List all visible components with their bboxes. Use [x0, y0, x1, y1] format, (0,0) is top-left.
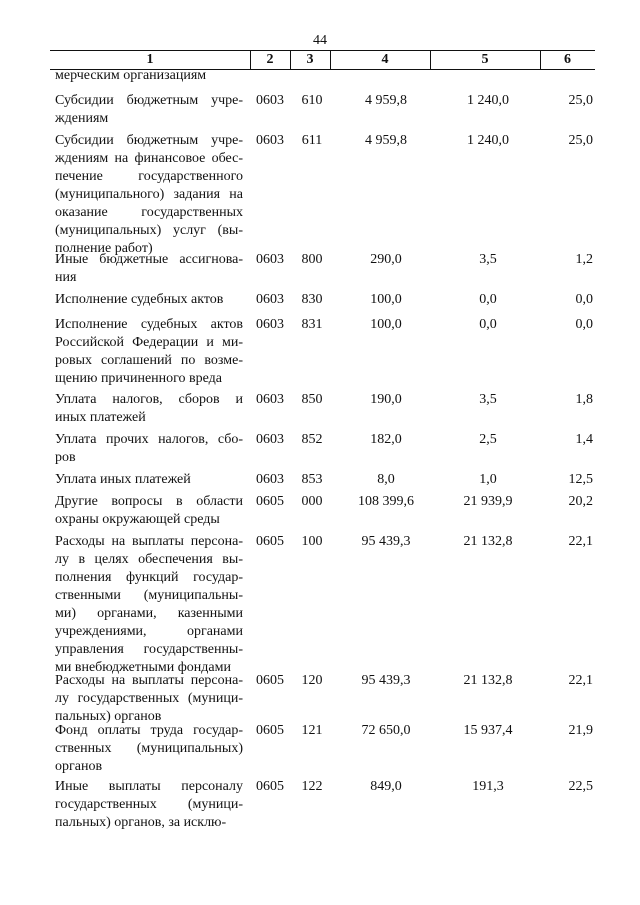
execution-percent: 1,2 — [575, 252, 593, 267]
executed-amount: 1 240,0 — [467, 133, 509, 148]
section-code: 0605 — [256, 723, 284, 738]
executed-amount: 2,5 — [479, 432, 497, 447]
expense-type-code: 850 — [301, 392, 323, 407]
header-col-3: 3 — [306, 52, 314, 67]
expense-type-code: 853 — [301, 472, 323, 487]
row-name: Уплата иных платежей — [55, 472, 191, 487]
expense-type-code: 800 — [301, 252, 323, 267]
row-name: Расходы на выплаты персона- лу в целях обеспечения вы- полнения функций государ- ственными (муниципальны- ми) органами, казенными учреждениями, органами управления государственны- ми внебюджетными фондами — [55, 534, 243, 675]
page-number: 44 — [313, 33, 327, 48]
plan-amount: 108 399,6 — [358, 494, 414, 509]
header-divider — [330, 51, 331, 69]
header-divider — [430, 51, 431, 69]
row-name: Иные выплаты персоналу государственных (муници- пальных) органов, за исклю- — [55, 779, 243, 830]
header-col-1: 1 — [146, 52, 154, 67]
section-code: 0603 — [256, 317, 284, 332]
row-name: Исполнение судебных актов Российской Федерации и ми- ровых соглашений по возме- щению причиненного вреда — [55, 317, 243, 386]
row-name: Субсидии бюджетным учре- ждениям — [55, 93, 243, 126]
plan-amount: 100,0 — [370, 292, 402, 307]
plan-amount: 4 959,8 — [365, 133, 407, 148]
row-name: Субсидии бюджетным учре- ждениям на финансовое обес- печение государственного (муниципального) задания на оказание государственных (муниципальных) услуг (вы- полнение работ) — [55, 133, 243, 256]
expense-type-code: 831 — [301, 317, 323, 332]
header-col-6: 6 — [564, 52, 571, 67]
executed-amount: 21 939,9 — [463, 494, 513, 509]
section-code: 0603 — [256, 472, 284, 487]
execution-percent: 21,9 — [568, 723, 593, 738]
section-code: 0603 — [256, 252, 284, 267]
plan-amount: 182,0 — [370, 432, 402, 447]
header-divider — [540, 51, 541, 69]
row-name: Уплата налогов, сборов и иных платежей — [55, 392, 243, 425]
plan-amount: 8,0 — [377, 472, 395, 487]
header-divider — [290, 51, 291, 69]
plan-amount: 290,0 — [370, 252, 402, 267]
section-code: 0603 — [256, 432, 284, 447]
execution-percent: 0,0 — [575, 317, 593, 332]
expense-type-code: 100 — [301, 534, 323, 549]
plan-amount: 95 439,3 — [361, 534, 411, 549]
section-code: 0603 — [256, 133, 284, 148]
expense-type-code: 122 — [301, 779, 323, 794]
execution-percent: 20,2 — [568, 494, 593, 509]
executed-amount: 1,0 — [479, 472, 497, 487]
executed-amount: 21 132,8 — [463, 673, 513, 688]
section-code: 0603 — [256, 292, 284, 307]
plan-amount: 849,0 — [370, 779, 402, 794]
executed-amount: 0,0 — [479, 292, 497, 307]
execution-percent: 0,0 — [575, 292, 593, 307]
executed-amount: 3,5 — [479, 392, 497, 407]
plan-amount: 100,0 — [370, 317, 402, 332]
header-divider — [250, 51, 251, 69]
execution-percent: 12,5 — [568, 472, 593, 487]
row-name: Иные бюджетные ассигнова- ния — [55, 252, 243, 285]
expense-type-code: 121 — [301, 723, 323, 738]
row-name: Фонд оплаты труда государ- ственных (муниципальных) органов — [55, 723, 243, 774]
plan-amount: 190,0 — [370, 392, 402, 407]
executed-amount: 1 240,0 — [467, 93, 509, 108]
execution-percent: 22,1 — [568, 673, 593, 688]
header-col-4: 4 — [381, 52, 389, 67]
expense-type-code: 610 — [301, 93, 323, 108]
section-code: 0605 — [256, 534, 284, 549]
budget-table — [50, 50, 595, 830]
expense-type-code: 830 — [301, 292, 323, 307]
expense-type-code: 120 — [301, 673, 323, 688]
executed-amount: 0,0 — [479, 317, 497, 332]
execution-percent: 22,5 — [568, 779, 593, 794]
execution-percent: 22,1 — [568, 534, 593, 549]
header-col-2: 2 — [266, 52, 274, 67]
header-col-5: 5 — [481, 52, 489, 67]
row-name: мерческим организациям — [55, 68, 207, 83]
execution-percent: 25,0 — [568, 133, 593, 148]
expense-type-code: 852 — [301, 432, 323, 447]
executed-amount: 15 937,4 — [463, 723, 513, 738]
section-code: 0605 — [256, 779, 284, 794]
section-code: 0603 — [256, 93, 284, 108]
section-code: 0603 — [256, 392, 284, 407]
row-name: Уплата прочих налогов, сбо- ров — [55, 432, 243, 465]
executed-amount: 191,3 — [472, 779, 504, 794]
expense-type-code: 000 — [301, 494, 323, 509]
row-name: Расходы на выплаты персона- лу государственных (муници- пальных) органов — [55, 673, 243, 724]
plan-amount: 4 959,8 — [365, 93, 407, 108]
executed-amount: 21 132,8 — [463, 534, 513, 549]
execution-percent: 1,8 — [575, 392, 593, 407]
expense-type-code: 611 — [301, 133, 323, 148]
section-code: 0605 — [256, 673, 284, 688]
section-code: 0605 — [256, 494, 284, 509]
execution-percent: 1,4 — [575, 432, 593, 447]
execution-percent: 25,0 — [568, 93, 593, 108]
executed-amount: 3,5 — [479, 252, 497, 267]
row-name: Другие вопросы в области охраны окружающей среды — [55, 494, 243, 527]
plan-amount: 95 439,3 — [361, 673, 411, 688]
row-name: Исполнение судебных актов — [55, 292, 224, 307]
plan-amount: 72 650,0 — [361, 723, 411, 738]
